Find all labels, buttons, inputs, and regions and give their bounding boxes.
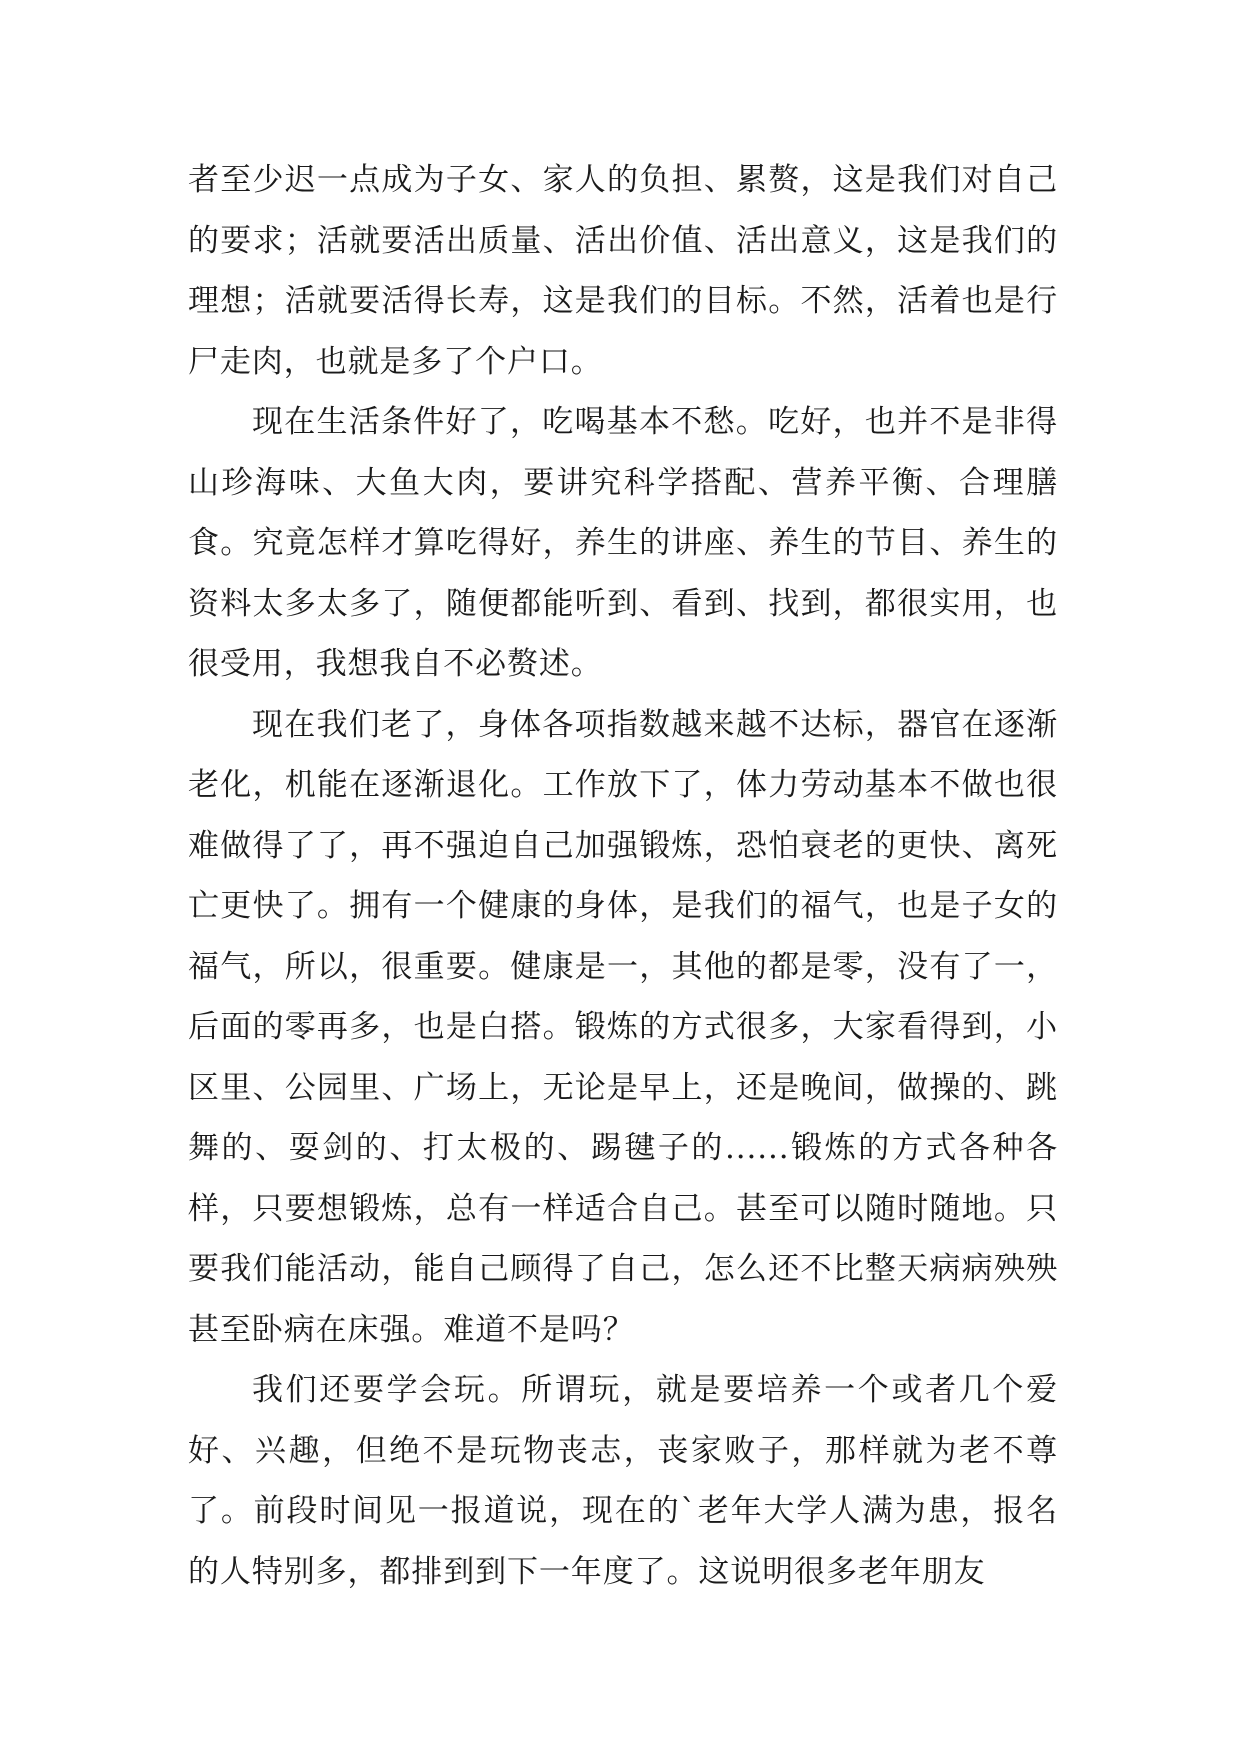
paragraph-4: 我们还要学会玩。所谓玩，就是要培养一个或者几个爱好、兴趣，但绝不是玩物丧志，丧家败子，那样就为老不尊了。前段时间见一报道说，现在的`老年大学人满为患，报名的人特别多，都排到到下一年度了。这说明很多老年朋友 (188, 1372, 1058, 1590)
paragraph-1: 者至少迟一点成为子女、家人的负担、累赘，这是我们对自己的要求；活就要活出质量、活出价值、活出意义，这是我们的理想；活就要活得长寿，这是我们的目标。不然，活着也是行尸走肉，也就是多了个户口。 (188, 162, 1058, 380)
paragraph-2: 现在生活条件好了，吃喝基本不愁。吃好，也并不是非得山珍海味、大鱼大肉，要讲究科学搭配、营养平衡、合理膳食。究竟怎样才算吃得好，养生的讲座、养生的节目、养生的资料太多太多了，随便都能听到、看到、找到，都很实用，也很受用，我想我自不必赘述。 (188, 404, 1058, 682)
paragraph-3: 现在我们老了，身体各项指数越来越不达标，器官在逐渐老化，机能在逐渐退化。工作放下了，体力劳动基本不做也很难做得了了，再不强迫自己加强锻炼，恐怕衰老的更快、离死亡更快了。拥有一个健康的身体，是我们的福气，也是子女的福气，所以，很重要。健康是一，其他的都是零，没有了一，后面的零再多，也是白搭。锻炼的方式很多，大家看得到，小区里、公园里、广场上，无论是早上，还是晚间，做操的、跳舞的、耍剑的、打太极的、踢毽子的......锻炼的方式各种各样，只要想锻炼，总有一样适合自己。甚至可以随时随地。只要我们能活动，能自己顾得了自己，怎么还不比整天病病殃殃甚至卧病在床强。难道不是吗？ (188, 706, 1058, 1348)
document-page (188, 150, 1058, 1602)
